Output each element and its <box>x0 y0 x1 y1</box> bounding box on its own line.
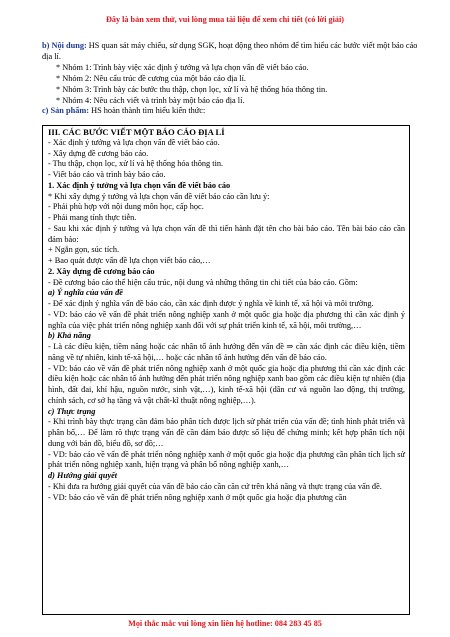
subsection-b-heading: b) Khả năng <box>48 331 91 341</box>
group-item: * Nhóm 2: Nêu cấu trúc đề cương của một báo cáo địa lí. <box>56 73 246 83</box>
text-line: - Khi đưa ra hướng giải quyết của vấn đề báo cáo cần căn cứ trên khả năng và thực trạng của vấn đề. <box>48 481 382 491</box>
step-item: - Xây dựng đề cương báo cáo. <box>48 148 149 158</box>
step1-heading: 1. Xác định ý tưởng và lựa chọn vấn đề viết báo cáo <box>48 180 231 190</box>
text-line: - VD: báo cáo về vấn đề phát triển nông nghiệp xanh ở một quốc gia hoặc địa phương cần phân tích lịch sử phát triển nông nghiệp xanh, hiện trạng và phân bố nông nghiệp xanh,… <box>48 449 405 470</box>
text-line: - VD: báo cáo về vấn đề phát triển nông nghiệp xanh ở một quốc gia hoặc địa phương thì cần xác định ý nghĩa của việc phát triển nông nghiệp xanh đối với sự phát triển kinh tế, xã hội, môi trường,… <box>48 309 405 330</box>
step2-heading: 2. Xây dựng đề cương báo cáo <box>48 266 155 276</box>
step-item: - Thu thập, chọn lọc, xử lí và hệ thống hóa thông tin. <box>48 159 224 169</box>
content-text: HS quan sát máy chiếu, sử dụng SGK, hoạt động theo nhóm để tìm hiểu các bước viết một báo cáo địa lí. <box>42 41 418 61</box>
group-item: * Nhóm 4: Nêu cách viết và trình bày một báo cáo địa lí. <box>56 95 245 105</box>
step-item: - Xác định ý tưởng và lựa chọn vấn đề viết báo cáo. <box>48 137 220 147</box>
group-item: * Nhóm 3: Trình bày các bước thu thập, chọn lọc, xử lí và hệ thống hóa thông tin. <box>56 84 328 94</box>
content-paragraph <box>42 41 418 63</box>
subsection-c-heading: c) Thực trạng <box>48 406 96 416</box>
text-line: - VD: báo cáo về vấn đề phát triển nông nghiệp xanh ở một quốc gia hoặc địa phương cần <box>48 492 347 502</box>
text-line: * Khi xây dựng ý tưởng và lựa chọn vấn đề viết báo cáo cần lưu ý: <box>48 191 270 201</box>
product-label: c) Sản phẩm: <box>42 106 90 116</box>
product-paragraph <box>42 106 418 117</box>
text-line: + Ngắn gọn, súc tích. <box>48 245 120 255</box>
subsection-a-heading: a) Ý nghĩa của vấn đề <box>48 288 123 298</box>
group-item: * Nhóm 1: Trình bày việc xác định ý tưởng và lựa chọn vấn đề viết báo cáo. <box>56 62 309 72</box>
step-item: - Viết báo cáo và trình bày báo cáo. <box>48 170 166 179</box>
text-line: - Sau khi xác định ý tưởng và lựa chọn vấn đề thì tiến hành đặt tên cho bài báo cáo. Tên bài báo cáo cần đảm bảo: <box>48 223 405 244</box>
text-line: - Phải mang tính thực tiễn. <box>48 213 137 222</box>
text-line: + Bao quát được vấn đề lựa chọn viết báo cáo,… <box>48 256 211 265</box>
text-line: - Đề cương báo cáo thể hiện cấu trúc, nội dung và những thông tin chi tiết của báo cáo. Gồm: <box>48 277 358 287</box>
knowledge-box <box>42 125 410 615</box>
product-text: HS hoàn thành tìm hiểu kiến thức: <box>89 106 206 116</box>
hotline-banner: Mọi thắc mắc vui lòng xin liên hệ hotline: 084 283 45 85 <box>128 619 322 628</box>
subsection-d-heading: d) Hướng giải quyết <box>48 471 118 480</box>
intro-section <box>42 41 418 117</box>
preview-banner: Đây là bản xem thử, vui lòng mua tài liệu để xem chi tiết (có lời giải) <box>105 15 344 24</box>
text-line: - Khi trình bày thực trạng cần đảm bảo phân tích được lịch sử phát triển của vấn đề; tình hình phát triển và phân bố,… Để làm rõ thực trạng vấn đề cần đảm bảo được số liệu để chứng minh; kết hợp phân tích nội dung với bản đồ, biểu đồ, sơ đồ;… <box>48 417 405 448</box>
text-line: - Là các điều kiện, tiềm năng hoặc các nhân tố ảnh hưởng đến vấn đề ⇒ cần xác định các điều kiện, tiềm năng về tự nhiên, kinh tế-xã hội,… hoặc các nhân tố ảnh hưởng đến vấn đề báo cáo. <box>48 342 405 362</box>
content-label: b) Nội dung: <box>42 41 87 50</box>
section-title: III. CÁC BƯỚC VIẾT MỘT BÁO CÁO ĐỊA LÍ <box>48 127 225 137</box>
text-line: - Phải phù hợp với nội dung môn học, cấp học. <box>48 202 204 212</box>
text-line: - VD: báo cáo về vấn đề phát triển nông nghiệp xanh ở một quốc gia hoặc địa phương thì cần xác định các điều kiện hoặc các nhân tố ảnh hưởng đến phát triển nông nghiệp xanh bao gồm các điều kiện tự nhiên (địa hình, đất đai, khí hậu, nguồn nước, sinh vật,…), kinh tế-xã hội (dân cư và nguồn lao động, thị trường, chính sách, cơ sở hạ tầng và vật chất-kĩ thuật nông nghiệp,…). <box>48 363 405 405</box>
text-line: - Để xác định ý nghĩa vấn đề báo cáo, cần xác định được ý nghĩa về kinh tế, xã hội và môi trường. <box>48 299 374 308</box>
